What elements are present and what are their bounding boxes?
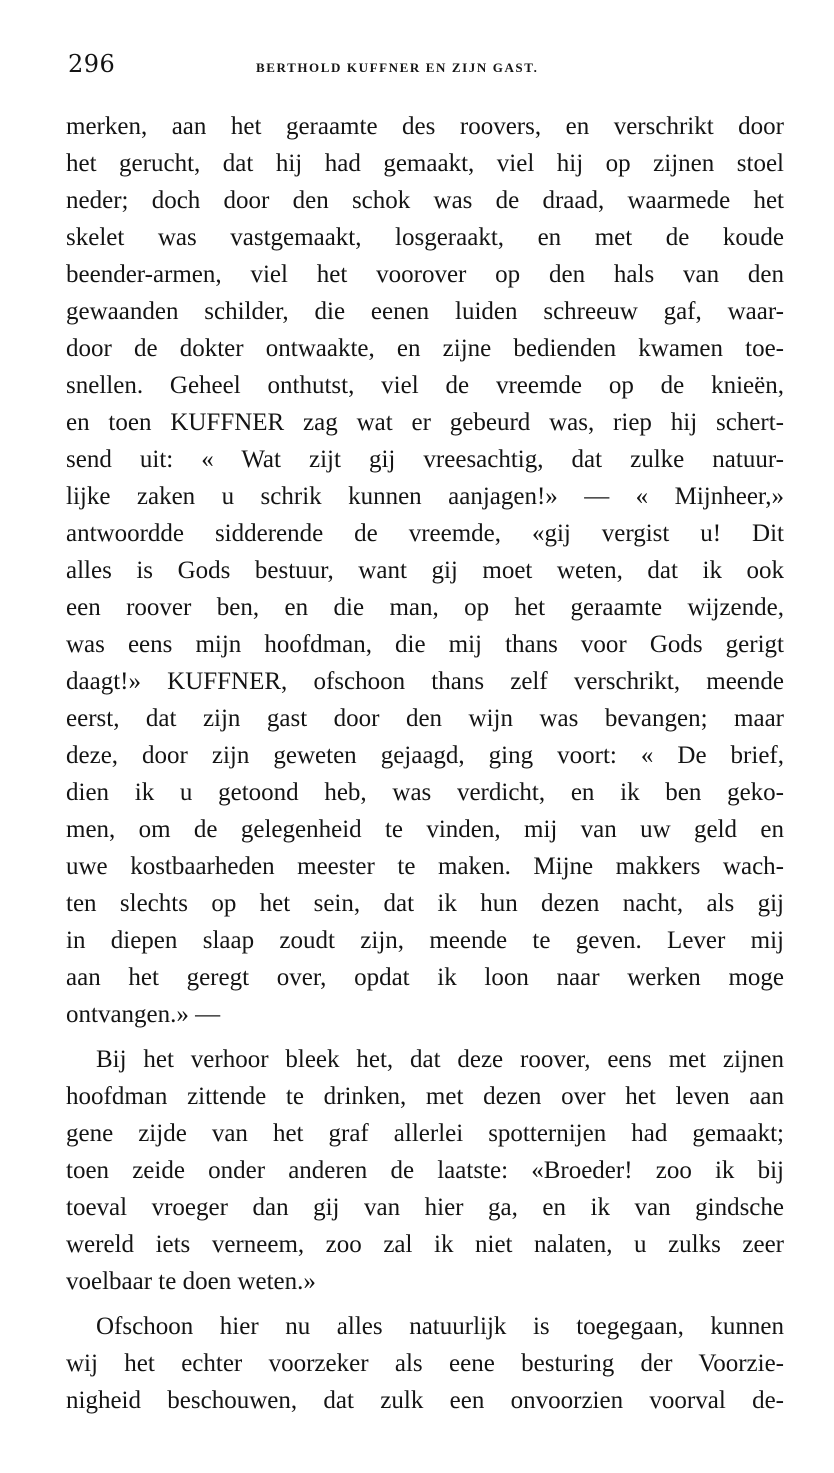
text-line: en toen KUFFNER zag wat er gebeurd was, riep hij schert- xyxy=(66,409,784,436)
text-line: gewaanden schilder, die eenen luiden schreeuw gaf, waar- xyxy=(66,298,784,325)
text-line: Ofschoon hier nu alles natuurlijk is toegegaan, kunnen xyxy=(96,1313,784,1340)
text-line: door de dokter ontwaakte, en zijne bedienden kwamen toe- xyxy=(66,335,784,362)
text-line: men, om de gelegenheid te vinden, mij van uw geld en xyxy=(66,816,784,843)
text-line: een roover ben, en die man, op het geraamte wijzende, xyxy=(66,594,784,621)
text-line: in diepen slaap zoudt zijn, meende te geven. Lever mij xyxy=(66,927,784,954)
text-line: merken, aan het geraamte des roovers, en verschrikt door xyxy=(66,113,784,140)
text-line: aan het geregt over, opdat ik loon naar werken moge xyxy=(66,964,784,991)
text-line: voelbaar te doen weten.» xyxy=(66,1268,316,1295)
text-line: skelet was vastgemaakt, losgeraakt, en met de koude xyxy=(66,224,784,251)
text-line: uwe kostbaarheden meester te maken. Mijne makkers wach- xyxy=(66,853,784,880)
text-line: deze, door zijn geweten gejaagd, ging voort: « De brief, xyxy=(66,742,784,769)
text-line: wij het echter voorzeker als eene besturing der Voorzie- xyxy=(66,1350,784,1377)
text-line: nigheid beschouwen, dat zulk een onvoorzien voorval de- xyxy=(66,1387,784,1414)
text-line: was eens mijn hoofdman, die mij thans voor Gods gerigt xyxy=(66,631,784,658)
text-line: alles is Gods bestuur, want gij moet weten, dat ik ook xyxy=(66,557,784,584)
text-line: dien ik u getoond heb, was verdicht, en ik ben geko- xyxy=(66,779,784,806)
text-line: ontvangen.» — xyxy=(66,1001,221,1028)
text-line: beender-armen, viel het voorover op den hals van den xyxy=(66,261,784,288)
text-line: Bij het verhoor bleek het, dat deze roover, eens met zijnen xyxy=(96,1046,784,1073)
text-line: wereld iets verneem, zoo zal ik niet nalaten, u zulks zeer xyxy=(66,1231,784,1258)
text-line: eerst, dat zijn gast door den wijn was bevangen; maar xyxy=(66,705,784,732)
text-line: hoofdman zittende te drinken, met dezen over het leven aan xyxy=(66,1083,784,1110)
text-line: neder; doch door den schok was de draad, waarmede het xyxy=(66,187,784,214)
text-line: toeval vroeger dan gij van hier ga, en ik van gindsche xyxy=(66,1194,784,1221)
text-line: daagt!» KUFFNER, ofschoon thans zelf verschrikt, meende xyxy=(66,668,784,695)
text-line: snellen. Geheel onthutst, viel de vreemde op de knieën, xyxy=(66,372,784,399)
text-line: antwoordde sidderende de vreemde, «gij vergist u! Dit xyxy=(66,520,784,547)
running-head: BERTHOLD KUFFNER EN ZIJN GAST. xyxy=(256,60,539,75)
text-line: ten slechts op het sein, dat ik hun dezen nacht, als gij xyxy=(66,890,784,917)
page-number: 296 xyxy=(68,50,116,78)
text-line: lijke zaken u schrik kunnen aanjagen!» — « Mijnheer,» xyxy=(66,483,784,510)
text-line: gene zijde van het graf allerlei spotternijen had gemaakt; xyxy=(66,1120,784,1147)
text-line: het gerucht, dat hij had gemaakt, viel hij op zijnen stoel xyxy=(66,150,784,177)
text-line: toen zeide onder anderen de laatste: «Broeder! zoo ik bij xyxy=(66,1157,784,1184)
text-line: send uit: « Wat zijt gij vreesachtig, dat zulke natuur- xyxy=(66,446,784,473)
